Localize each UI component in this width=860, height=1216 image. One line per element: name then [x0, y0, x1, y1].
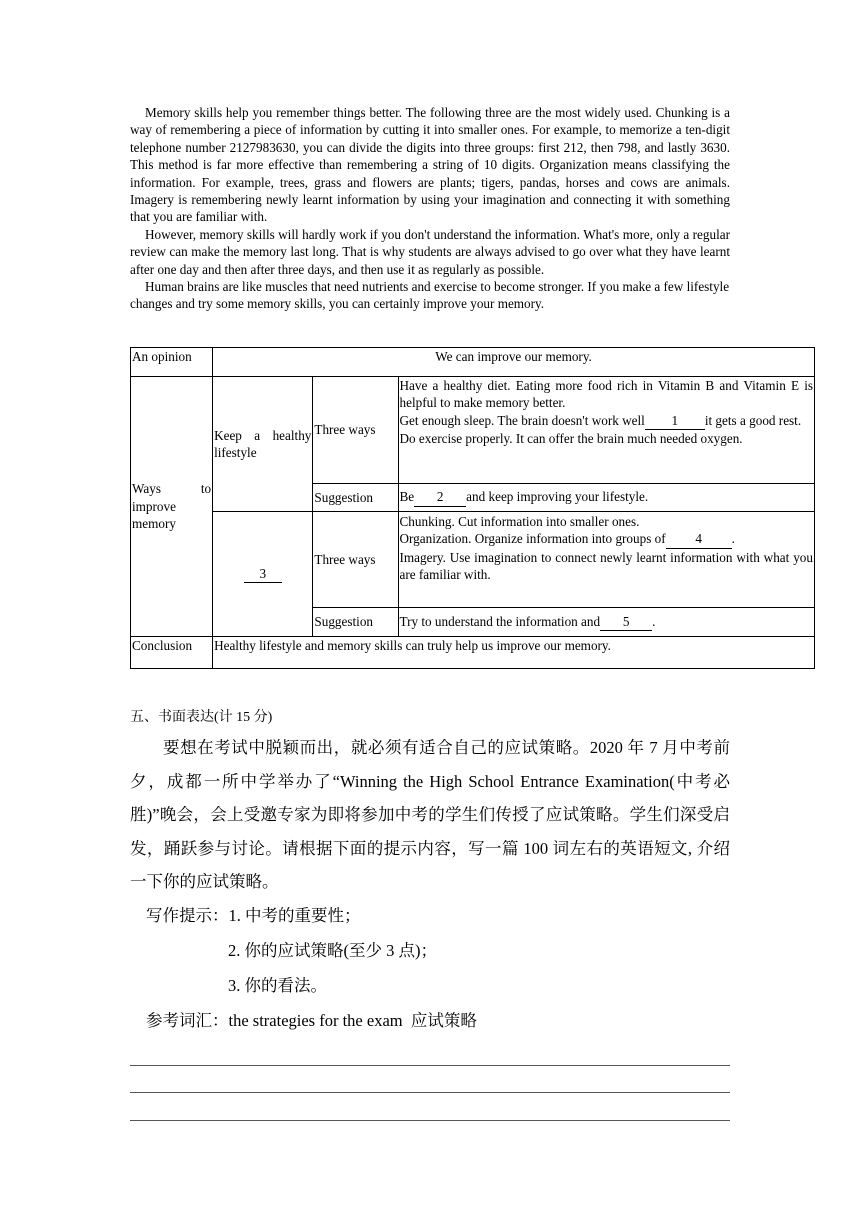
tip-line-3: 3. 你的看法。	[228, 976, 327, 995]
skills-ways	[398, 512, 815, 608]
opinion-value: We can improve our memory.	[213, 348, 815, 377]
reading-passage	[130, 104, 730, 313]
ways-label-text: Ways to improve memory	[132, 481, 212, 532]
skills-suggestion	[398, 608, 815, 637]
opinion-label: An opinion	[131, 348, 213, 377]
tip-1: 1. 中考的重要性；	[228, 906, 361, 925]
passage-paragraph-1: Memory skills help you remember things better. The following three are the most widely used. Chunking is a way of remembering a piece of information by cutting it into smaller ones. For example, to memorize a ten-digit telephone number 2127983630, you can divide the digits into three groups: first 212, then 798, and lastly 3630. This method is far more effective than remembering a string of 10 digits. Organization means classifying the information. For example, trees, grass and flowers are plants; tigers, pandas, horses and cows are animals. Imagery is remembering newly learnt information by using your imagination and connecting it with something that you are familiar with.	[130, 105, 730, 225]
answer-line[interactable]	[130, 1038, 730, 1066]
blank-4[interactable]: 4	[666, 530, 732, 548]
lifestyle-way-3: Do exercise properly. It can offer the brain much needed oxygen.	[399, 431, 743, 447]
three-ways-label-2: Three ways	[313, 512, 398, 608]
vocab-zh: 应试策略	[410, 1011, 477, 1030]
suggestion-label-1: Suggestion	[313, 484, 398, 512]
conclusion-value: Healthy lifestyle and memory skills can truly help us improve our memory.	[213, 637, 815, 669]
blank-2[interactable]: 2	[414, 488, 466, 506]
skills-way-2	[400, 530, 814, 548]
three-ways-label-1: Three ways	[313, 377, 398, 484]
vocab-en: the strategies for the exam	[228, 1011, 403, 1030]
way4-before: Organization. Organize information into groups of	[399, 531, 666, 547]
lifestyle-ways	[398, 377, 815, 484]
sugg5-before: Try to understand the information and	[399, 613, 601, 629]
lifestyle-way-2	[400, 412, 814, 430]
skills-way-3: Imagery. Use imagination to connect newly learnt information with what you are familiar with.	[399, 549, 813, 583]
writing-prompt: 要想在考试中脱颖而出，就必须有适合自己的应试策略。2020 年 7 月中考前夕，成都一所中学举办了“Winning the High School Entrance Examination(中考必胜)”晚会，会上受邀专家为即将参加中考的学生们传授了应试策略。学生们深受启发，踊跃参与讨论。请根据下面的提示内容，写一篇 100 词左右的英语短文, 介绍一下你的应试策略。	[130, 738, 730, 891]
answer-line[interactable]	[130, 1093, 730, 1121]
ways-label	[131, 377, 213, 637]
answer-lines[interactable]	[130, 1038, 730, 1121]
way4-after: .	[731, 531, 735, 547]
passage-paragraph-2: However, memory skills will hardly work if you don't understand the information. What's more, only a regular review can make the memory last long. That is why students are always advised to go over what they have learnt after one day and then after three days, and then use it as regularly as possible.	[130, 226, 730, 277]
writing-tips	[130, 898, 730, 1038]
way2-after: it gets a good rest.	[704, 412, 802, 428]
sugg2-after: and keep improving your lifestyle.	[466, 489, 649, 505]
tip-line-1	[130, 898, 730, 933]
vocab-label: 参考词汇：	[146, 1011, 229, 1030]
writing-section-title: 五、书面表达(计 15 分)	[130, 710, 273, 725]
sugg2-before: Be	[399, 489, 415, 505]
summary-table	[130, 347, 815, 669]
skills-label-cell	[213, 512, 313, 637]
blank-3[interactable]: 3	[244, 565, 282, 583]
lifestyle-suggestion	[398, 484, 815, 512]
way2-before: Get enough sleep. The brain doesn't work well	[399, 412, 645, 428]
vocab-line	[130, 1003, 730, 1038]
passage-paragraph-3: Human brains are like muscles that need nutrients and exercise to become stronger. If you make a few lifestyle changes and try some memory skills, you can certainly improve your memory.	[130, 279, 730, 312]
tip-line-2: 2. 你的应试策略(至少 3 点)；	[228, 941, 437, 960]
tip-label: 写作提示：	[146, 906, 229, 925]
blank-5[interactable]: 5	[600, 613, 652, 631]
answer-line[interactable]	[130, 1066, 730, 1094]
suggestion-label-2: Suggestion	[313, 608, 398, 637]
skills-way-1: Chunking. Cut information into smaller ones.	[399, 514, 640, 529]
lifestyle-label: Keep a healthy lifestyle	[213, 377, 313, 512]
conclusion-label: Conclusion	[131, 637, 213, 669]
lifestyle-way-1: Have a healthy diet. Eating more food rich in Vitamin B and Vitamin E is helpful to make memory better.	[399, 378, 813, 411]
blank-1[interactable]: 1	[645, 412, 705, 430]
sugg5-after: .	[652, 613, 656, 629]
